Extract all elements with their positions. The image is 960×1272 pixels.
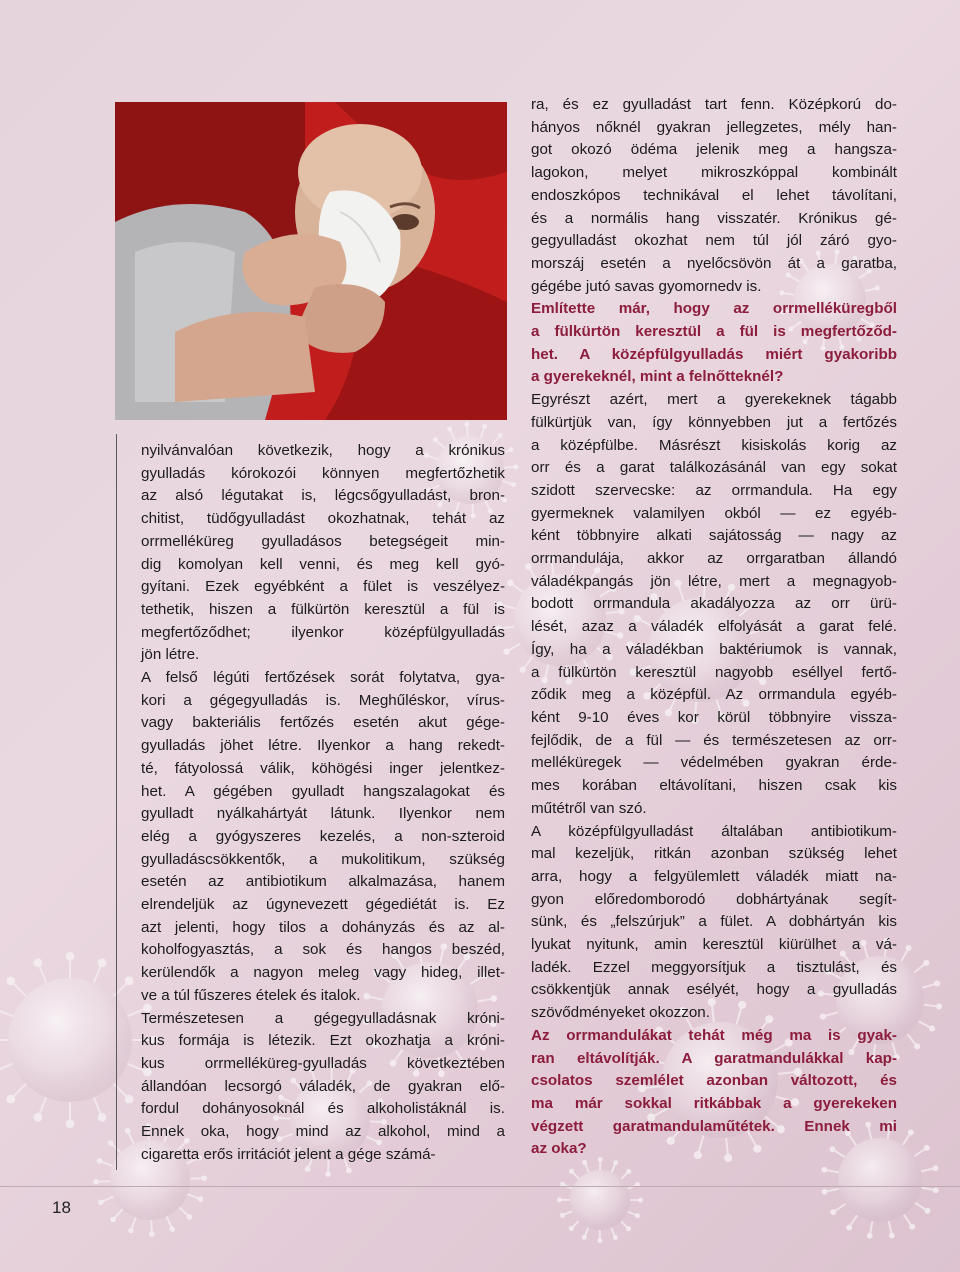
- text-line: gyulladás kórokozói könnyen megfertőzhetik: [141, 464, 505, 482]
- text-line: műtétről van szó.: [531, 799, 647, 817]
- text-line: tethetik, hiszen a fülkürtön keresztül a fül is: [141, 600, 505, 618]
- virus-particle: [0, 952, 158, 1128]
- text-line: mal kezeljük, ritkán azonban szükség lehet: [531, 845, 897, 863]
- text-line: koholfogyasztás, a sok és hangos beszéd,: [141, 941, 505, 959]
- text-line: csökkentjük annak esélyét, hogy a gyulladás: [531, 981, 897, 999]
- text-line: fordul dohányosoknál és alkoholistáknál is.: [141, 1100, 505, 1118]
- text-line: gyulladás jöhet létre. Ilyenkor a hang rekedt-: [141, 737, 505, 755]
- text-line: A középfülgyulladást általában antibiotikum-: [531, 822, 897, 840]
- footer-divider: [0, 1186, 960, 1187]
- text-line: elrendeljük az úgynevezett gégediétát is. Ez: [141, 896, 505, 914]
- text-line: szövődményeket okozzon.: [531, 1004, 710, 1022]
- text-line: gyítani. Ezek egyébként a fület is veszélyez-: [141, 578, 505, 596]
- text-line: fejlődik, de a fül — és természetesen az orr-: [531, 731, 897, 749]
- text-line: Természetesen a gégegyulladásnak króni-: [141, 1009, 505, 1027]
- text-line: ran eltávolítják. A garatmandulákkal kap-: [531, 1049, 897, 1067]
- text-line: gegyulladást okozhat nem túl jól záró gyo-: [531, 232, 897, 250]
- text-line: gégébe jutó savas gyomornedv is.: [531, 277, 762, 295]
- text-line: ként 9-10 éves kor körül többnyire vissza-: [531, 708, 897, 726]
- text-line: a fülkürtön keresztül nagyobb eséllyel fertő-: [531, 663, 897, 681]
- text-line: kori a gégegyulladás is. Meghűléskor, vírus-: [141, 691, 505, 709]
- text-line: kerülendők a nagyon meleg vagy hideg, illet-: [141, 964, 505, 982]
- text-line: dig komolyan kell venni, és meg kell gyó-: [141, 555, 505, 573]
- text-line: a középfülbe. Másrészt kisiskolás korig az: [531, 436, 897, 454]
- text-line: állandóan lecsorgó váladék, de gyakran elő-: [141, 1077, 505, 1095]
- text-line: orr és a garat találkozásánál van egy sokat: [531, 459, 897, 477]
- text-line: ként többnyire alkati sajátosság — nagy az: [531, 527, 897, 545]
- text-line: fülkürtjük van, így könnyebben jut a fertőzés: [531, 413, 897, 431]
- text-line: morszáj esetén a nyelőcsövön át a garatba,: [531, 254, 897, 272]
- text-line: gyon előredomborodó dobhártyának segít-: [531, 890, 897, 908]
- text-line: lyukat nyitunk, amin keresztül kiürülhet a vá-: [531, 936, 897, 954]
- text-line: sünk, és „felszúrjuk” a fület. A dobhártyán kis: [531, 913, 897, 931]
- text-line: végzett garatmandulaműtétek. Ennek mi: [531, 1117, 897, 1135]
- text-line: gyermeknek valamilyen okból — ez egyéb-: [531, 504, 897, 522]
- text-line: vagy bakteriális fertőzés esetén akut gége-: [141, 714, 505, 732]
- text-line: hányos nőknél gyakran jellegzetes, mély han-: [531, 118, 897, 136]
- left-text-column: [141, 440, 505, 1167]
- text-line: jön létre.: [141, 646, 200, 664]
- text-line: nyilvánvalóan következik, hogy a krónikus: [141, 442, 505, 459]
- text-line: gyulladáscsökkentők, a mukolitikum, szükség: [141, 850, 505, 868]
- text-line: het. A gégében gyulladt hangszalagokat és: [141, 782, 505, 800]
- text-line: Említette már, hogy az orrmelléküregből: [531, 300, 897, 318]
- text-line: Így, ha a váladékban baktériumok is vannak,: [531, 640, 897, 658]
- text-line: és a normális hang visszatér. Krónikus gé-: [531, 209, 897, 227]
- text-line: het. A középfülgyulladás miért gyakoribb: [531, 345, 897, 363]
- text-line: orrmandulája, akkor az orrgaratban állandó: [531, 550, 897, 568]
- text-line: esetén az antibiotikum alkalmazása, hanem: [141, 873, 505, 891]
- text-line: arra, hogy a felgyülemlett váladék miatt na-: [531, 867, 897, 885]
- page-number: 18: [52, 1198, 71, 1217]
- text-line: ve a túl fűszeres ételek és italok.: [141, 986, 361, 1004]
- text-line: csolatos szemlélet azonban változott, és: [531, 1072, 897, 1090]
- text-line: gyulladt nyálkahártyát látunk. Ilyenkor nem: [141, 805, 505, 823]
- text-line: ra, és ez gyulladást tart fenn. Középkorú do-: [531, 96, 897, 113]
- column-divider-rule: [116, 434, 117, 1170]
- text-line: megfertőződhet; ilyenkor középfülgyulladás: [141, 623, 505, 641]
- text-line: chitist, tüdőgyulladást okozhatnak, tehát az: [141, 510, 505, 528]
- text-line: azt jelenti, hogy tilos a dohányzás és az al-: [141, 918, 505, 936]
- text-line: ződik meg a középfül. Az orrmandula egyéb-: [531, 686, 897, 704]
- text-line: A felső légúti fertőzések sorát folytatva, gya-: [141, 669, 505, 687]
- text-line: té, fátyolossá válik, köhögési inger jelentkez-: [141, 759, 505, 777]
- man-blowing-nose-photo: [115, 102, 507, 420]
- right-text-column: [531, 94, 897, 1161]
- text-line: kus orrmelléküreg-gyulladás következtében: [141, 1054, 505, 1072]
- text-line: cigaretta erős irritációt jelent a gége számá-: [141, 1145, 436, 1163]
- text-line: az oka?: [531, 1140, 587, 1158]
- text-line: melléküregek — védelmében gyakran érde-: [531, 754, 897, 772]
- virus-particle: [557, 1157, 643, 1243]
- text-line: szidott szervecske: az orrmandula. Ha egy: [531, 481, 897, 499]
- text-line: endoszkópos technikával el lehet távolítani,: [531, 186, 897, 204]
- text-line: Ennek oka, hogy mind az alkohol, mind a: [141, 1123, 505, 1141]
- text-line: lagokon, melyet mikroszkóppal kombinált: [531, 164, 897, 182]
- text-line: mes korában eltávolítani, hiszen csak kis: [531, 777, 897, 795]
- text-line: a gyerekeknél, mint a felnőtteknél?: [531, 368, 784, 386]
- text-line: az alsó légutakat is, légcsőgyulladást, bron-: [141, 487, 505, 505]
- text-line: váladékpangás jön létre, mert a megnagyob-: [531, 572, 897, 590]
- text-line: a fülkürtön keresztül a fül is megfertőződ-: [531, 323, 897, 341]
- text-line: ladék. Ezzel meggyorsítjuk a tisztulást, és: [531, 958, 897, 976]
- text-line: elég a gyógyszeres kezelés, a non-szteroid: [141, 827, 505, 845]
- text-line: orrmelléküreg gyulladásos betegségeit min-: [141, 532, 505, 550]
- text-line: got okozó ödéma jelenik meg a hangsza-: [531, 141, 897, 159]
- text-line: Az orrmandulákat tehát még ma is gyak-: [531, 1026, 897, 1044]
- text-line: kus formája is létezik. Ezt okozhatja a króni-: [141, 1032, 505, 1050]
- text-line: ma már sokkal ritkábbak a gyerekeken: [531, 1094, 897, 1112]
- text-line: bodott orrmandula akadályozza az orr ürü-: [531, 595, 897, 613]
- text-line: lését, azaz a váladék elfolyását a garat felé.: [531, 618, 897, 636]
- text-line: Egyrészt azért, mert a gyerekeknek tágabb: [531, 391, 897, 409]
